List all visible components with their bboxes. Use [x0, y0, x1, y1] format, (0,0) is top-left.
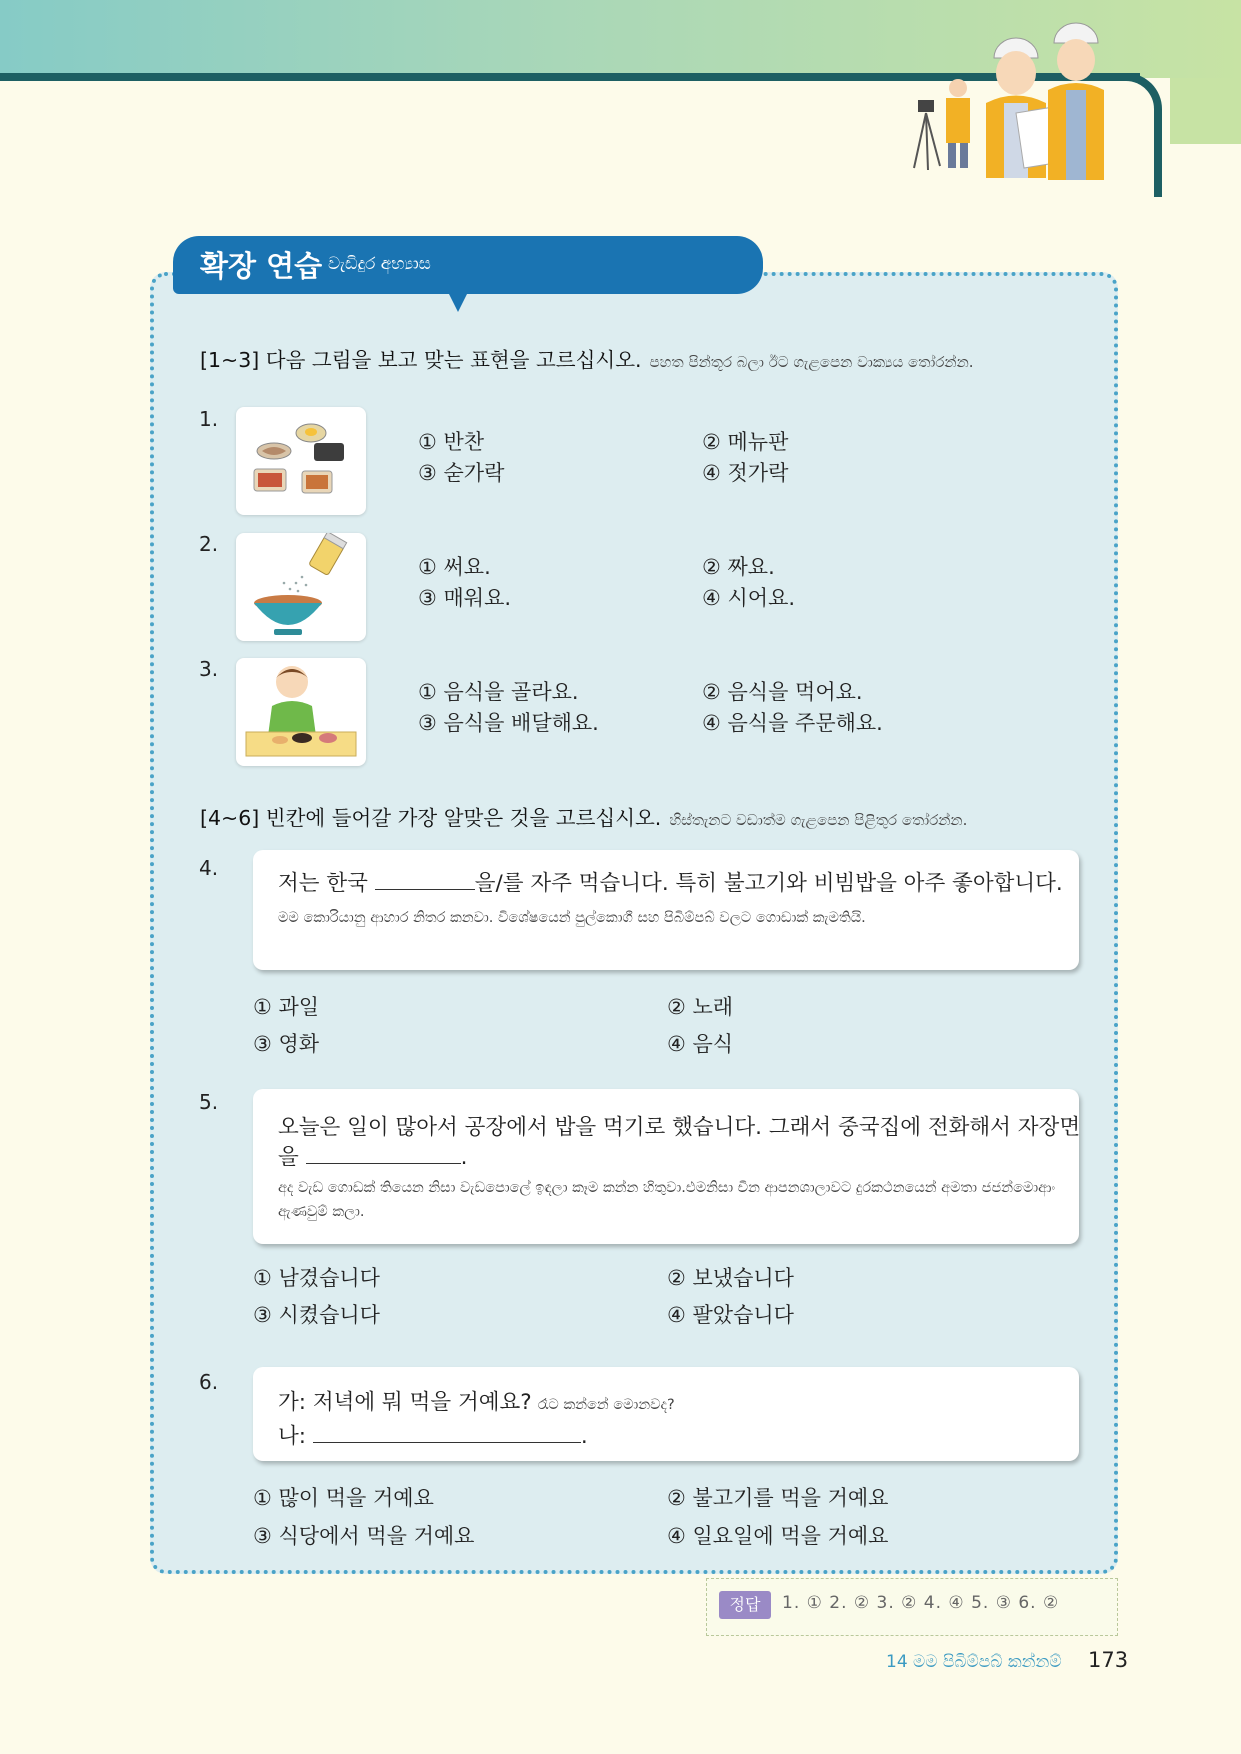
q6-option-3[interactable]: ③ 식당에서 먹을 거예요	[253, 1524, 475, 1548]
q5-sentence-line1: 오늘은 일이 많아서 공장에서 밥을 먹기로 했습니다. 그래서 중국집에 전화해서 자장면	[278, 1115, 1081, 1140]
q5-option-1[interactable]: ① 남겼습니다	[253, 1266, 380, 1290]
section-tab-pointer	[447, 290, 469, 312]
q5-option-4[interactable]: ④ 팔았습니다	[667, 1303, 794, 1327]
q5-translation: අද වැඩ ගොඩක් තියෙන නිසා වැඩපොලේ ඉඳලා කෑම කන්න හිතුවා.එමනිසා චීන ආපනශාලාවට දුරකථනයෙන් අමතා ජජන්මොආං ඇණවුම් කලා.	[278, 1180, 1056, 1220]
q4-number: 4.	[199, 856, 219, 880]
page-number: 173	[1088, 1648, 1129, 1672]
q4-sentence: 저는 한국 을/를 자주 먹습니다. 특히 불고기와 비빔밥을 아주 좋아합니다.	[278, 871, 1063, 896]
instruction-2	[200, 801, 967, 831]
q1-option-3[interactable]: ③ 숟가락	[418, 461, 505, 485]
q6-blank[interactable]	[313, 1422, 581, 1443]
q2-number: 2.	[199, 532, 219, 556]
q2-option-1[interactable]: ① 써요.	[418, 555, 491, 579]
q3-option-2[interactable]: ② 음식을 먹어요.	[702, 680, 863, 704]
q1-option-2[interactable]: ② 메뉴판	[702, 430, 789, 454]
instruction-2-ko: [4~6] 빈칸에 들어갈 가장 알맞은 것을 고르십시오.	[200, 806, 662, 830]
q4-translation: මම කොරියානු ආහාර නිතර කනවා. විශේෂයෙන් පුල්කොගී සහ පිබිම්පබ් වලට ගොඩාක් කැමතියි.	[278, 910, 866, 926]
instruction-1-si: පහත පින්තූර බලා ඊට ගැළපෙන වාක්‍යය තෝරන්න.	[649, 353, 974, 371]
section-title: 확장 연습	[200, 249, 323, 283]
answer-key-badge: 정답	[719, 1591, 771, 1619]
q4-option-1[interactable]: ① 과일	[253, 995, 320, 1019]
q2-option-3[interactable]: ③ 매워요.	[418, 586, 512, 610]
q6-number: 6.	[199, 1370, 219, 1394]
q6-line2: 나: .	[278, 1424, 588, 1449]
q1-option-1[interactable]: ① 반찬	[418, 430, 485, 454]
q4-option-2[interactable]: ② 노래	[667, 995, 734, 1019]
q1-option-4[interactable]: ④ 젓가락	[702, 461, 789, 485]
q3-option-4[interactable]: ④ 음식을 주문해요.	[702, 711, 883, 735]
q3-option-1[interactable]: ① 음식을 골라요.	[418, 680, 579, 704]
answer-key-text: 1. ① 2. ② 3. ② 4. ④ 5. ③ 6. ②	[782, 1593, 1060, 1613]
q6-option-4[interactable]: ④ 일요일에 먹을 거예요	[667, 1524, 889, 1548]
q5-blank[interactable]	[306, 1143, 461, 1164]
q5-number: 5.	[199, 1090, 219, 1114]
q3-option-3[interactable]: ③ 음식을 배달해요.	[418, 711, 599, 735]
q5-sentence-line2: 을 .	[278, 1145, 468, 1170]
instruction-1-ko: [1~3] 다음 그림을 보고 맞는 표현을 고르십시오.	[200, 348, 642, 372]
instruction-1	[200, 343, 974, 373]
q3-number: 3.	[199, 657, 219, 681]
q2-salty-soup-image	[236, 533, 366, 641]
q2-option-4[interactable]: ④ 시어요.	[702, 586, 796, 610]
section-subtitle: වැඩිදුර අභ්‍යාස	[328, 254, 431, 274]
q6-option-2[interactable]: ② 불고기를 먹을 거예요	[667, 1486, 889, 1510]
q1-number: 1.	[199, 407, 219, 431]
q4-option-3[interactable]: ③ 영화	[253, 1032, 320, 1056]
workers-illustration	[866, 18, 1106, 183]
header-curve	[1120, 73, 1162, 197]
header-band-right	[1170, 78, 1241, 144]
q1-side-dishes-image	[236, 407, 366, 515]
chapter-footer: 14 මම පිබිම්පබ් කන්නම්	[886, 1652, 1062, 1672]
q3-boy-eating-image	[236, 658, 366, 766]
q4-blank[interactable]	[375, 869, 475, 890]
q2-option-2[interactable]: ② 짜요.	[702, 555, 775, 579]
instruction-2-si: හිස්තැනට වඩාත්ම ගැළපෙන පිළිතුර තෝරන්න.	[669, 811, 968, 829]
q4-option-4[interactable]: ④ 음식	[667, 1032, 734, 1056]
q6-line1: 가: 저녁에 뭐 먹을 거예요? රෑට කන්නේ මොනවද?	[278, 1390, 675, 1415]
q5-option-2[interactable]: ② 보냈습니다	[667, 1266, 794, 1290]
q5-option-3[interactable]: ③ 시켰습니다	[253, 1303, 380, 1327]
q6-option-1[interactable]: ① 많이 먹을 거예요	[253, 1486, 434, 1510]
